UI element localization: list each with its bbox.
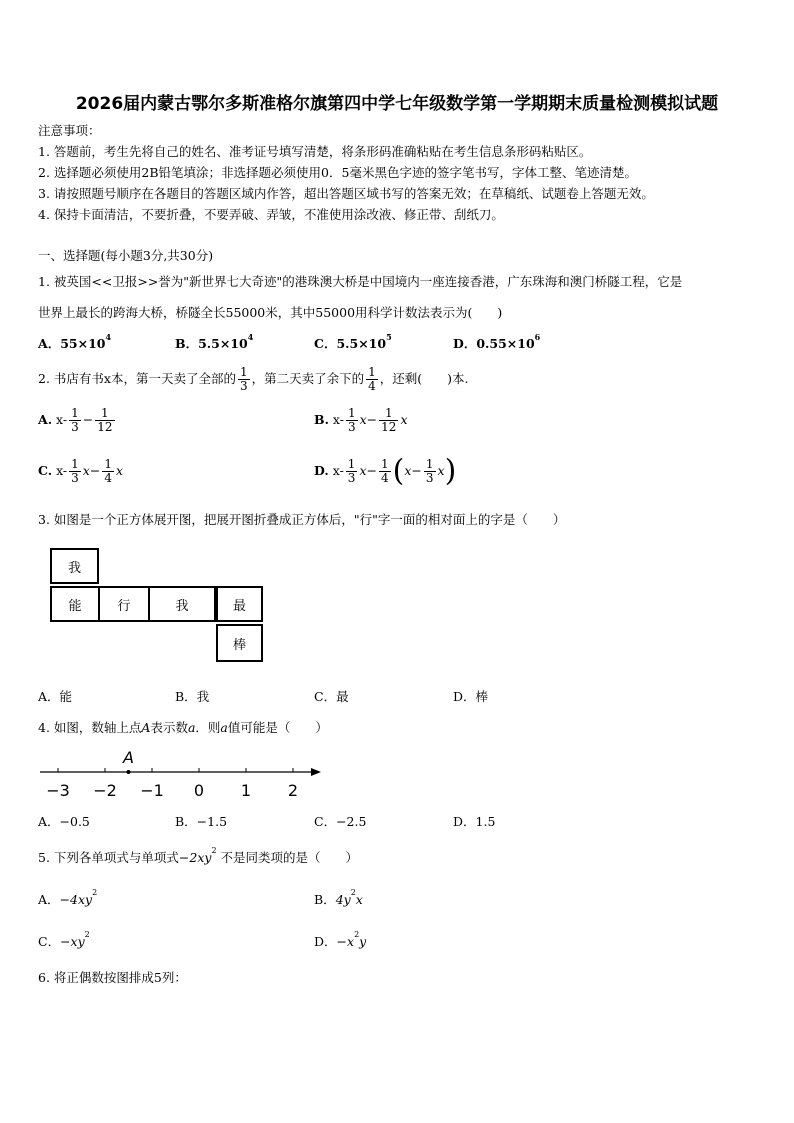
fraction-1-4: $\frac{1}{4}$	[368, 365, 376, 393]
q2-option-b[interactable]: B. x- $\frac{1}{3}$ x− $\frac{1}{12}$ x	[314, 406, 408, 434]
point-a	[127, 770, 131, 774]
tick-label: 2	[287, 781, 299, 800]
note-3: 3. 请按照题号顺序在各题目的答题区域内作答，超出答题区域书写的答案无效；在草稿纸、试题卷上答题无效。	[38, 186, 654, 201]
axis-arrow-icon	[311, 768, 321, 776]
note-1: 1. 答题前，考生先将自己的姓名、准考证号填写清楚，将条形码准确粘贴在考生信息条形码粘贴区。	[38, 144, 592, 159]
q3-stem: 3. 如图是一个正方体展开图，把展开图折叠成正方体后，"行"字一面的相对面上的字是（ ）	[38, 512, 566, 527]
net-cell-2: 行	[100, 586, 150, 622]
q2-option-d[interactable]: D. x- $\frac{1}{3}$ x− $\frac{1}{4}$ (x− $\frac{1}{3}$ x)	[314, 453, 457, 489]
tick-label: −1	[140, 781, 164, 800]
q1-option-d[interactable]: D．$0.55\times 10^6$	[453, 332, 541, 351]
net-cell-4: 最	[216, 586, 263, 622]
q1-option-c[interactable]: C．$5.5\times 10^5$	[314, 332, 392, 351]
q5-option-c[interactable]: C．$-xy^2$	[38, 930, 90, 949]
note-2: 2. 选择题必须使用2B铅笔填涂；非选择题必须使用0．5毫米黑色字迹的签字笔书写，字体工整、笔迹清楚。	[38, 165, 637, 180]
q5-stem: 5. 下列各单项式与单项式$-2xy^2$ 不是同类项的是（ ）	[38, 846, 359, 865]
tick-label: 0	[193, 781, 205, 800]
q1-line2: 世界上最长的跨海大桥，桥隧全长55000米，其中55000用科学计数法表示为( )	[38, 305, 503, 320]
q2-stem: 2. 书店有书x本，第一天卖了全部的 $\frac{1}{3}$ ，第二天卖了余下的 $\frac{1}{4}$ ，还剩( )本.	[38, 365, 469, 393]
q1-option-a[interactable]: A．$55\times 10^4$	[38, 332, 112, 351]
q4-stem: 4. 如图，数轴上点A表示数a．则a值可能是（ ）	[38, 720, 328, 735]
notes-heading: 注意事项：	[38, 123, 101, 138]
q5-option-b[interactable]: B．$4y^2x$	[314, 888, 363, 907]
q4-option-a[interactable]: A．−0.5	[38, 814, 90, 829]
net-cell-bottom: 棒	[216, 624, 263, 662]
net-cell-top: 我	[50, 548, 99, 584]
q4-option-c[interactable]: C．−2.5	[314, 814, 367, 829]
net-cell-1: 能	[50, 586, 100, 622]
q4-option-d[interactable]: D．1.5	[453, 814, 496, 829]
q2-option-c[interactable]: C. x- $\frac{1}{3}$ x− $\frac{1}{4}$ x	[38, 457, 124, 485]
q1-line1: 1. 被英国<<卫报>>誉为"新世界七大奇迹"的港珠澳大桥是中国境内一座连接香港，广东珠海和澳门桥隧工程，它是	[38, 274, 683, 289]
tick-label: −2	[93, 781, 117, 800]
q5-option-d[interactable]: D．$-x^2y$	[314, 930, 367, 949]
net-cell-3: 我	[150, 586, 216, 622]
q3-option-d[interactable]: D．棒	[453, 689, 489, 704]
note-4: 4. 保持卡面清洁，不要折叠，不要弄破、弄皱，不准使用涂改液、修正带、刮纸刀。	[38, 207, 504, 222]
number-line	[36, 745, 326, 800]
q3-option-a[interactable]: A．能	[38, 689, 73, 704]
q3-option-c[interactable]: C．最	[314, 689, 349, 704]
q1-option-b[interactable]: B．$5.5\times 10^4$	[175, 332, 254, 351]
q5-option-a[interactable]: A．$-4xy^2$	[38, 888, 98, 907]
tick-label: −3	[46, 781, 70, 800]
tick-label: 1	[240, 781, 252, 800]
q3-option-b[interactable]: B．我	[175, 689, 210, 704]
q2-option-a[interactable]: A. x- $\frac{1}{3}$ − $\frac{1}{12}$	[38, 406, 113, 434]
q4-option-b[interactable]: B．−1.5	[175, 814, 228, 829]
point-a-label: A	[123, 748, 134, 767]
page-title: 2026届内蒙古鄂尔多斯准格尔旗第四中学七年级数学第一学期期末质量检测模拟试题	[75, 94, 719, 114]
fraction-1-3: $\frac{1}{3}$	[239, 365, 248, 393]
q6-stem: 6. 将正偶数按图排成5列：	[38, 970, 187, 985]
section-heading: 一、选择题(每小题3分,共30分)	[38, 248, 214, 263]
